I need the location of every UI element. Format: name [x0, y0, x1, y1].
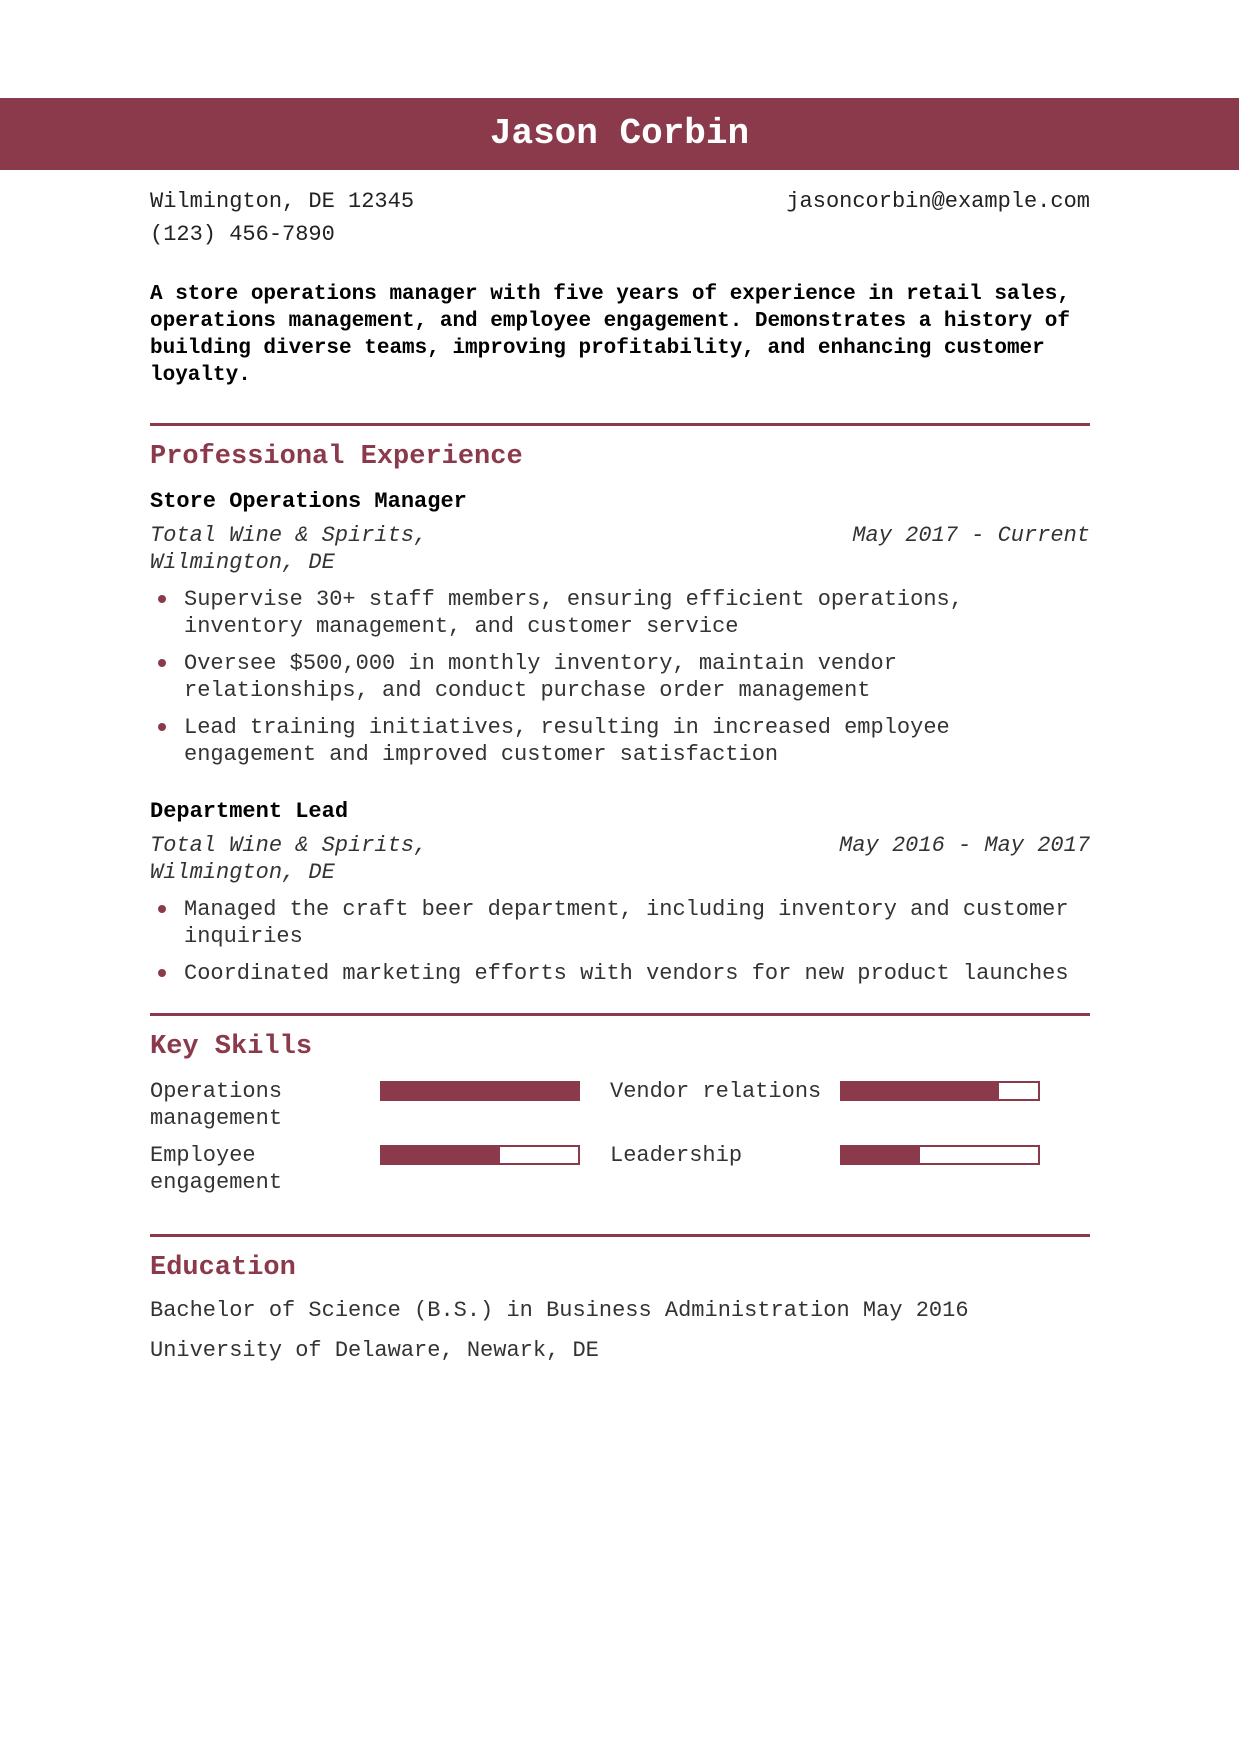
- skill-level-bar: [840, 1081, 1040, 1101]
- section-divider: [150, 423, 1090, 426]
- bullet-item: [150, 714, 1090, 768]
- skills-heading: Key Skills: [150, 1032, 313, 1062]
- education-heading: Education: [150, 1253, 296, 1283]
- professional-summary: A store operations manager with five years of experience in retail sales, operations management, and employee engagement. Demonstrates a history of building diverse teams, improving profitability, and enhancing customer loyalty.: [150, 283, 1070, 387]
- bullet-dot-icon: [158, 723, 166, 731]
- job-entry: [150, 488, 1090, 768]
- header-band: [0, 98, 1239, 170]
- contact-row-2: [150, 218, 1090, 251]
- bullet-dot-icon: [158, 905, 166, 913]
- job-bullets: [150, 896, 1090, 987]
- bullet-item: [150, 896, 1090, 950]
- experience-heading: Professional Experience: [150, 442, 523, 472]
- contact-phone[interactable]: (123) 456-7890: [150, 222, 335, 247]
- skill-name: Operations management: [150, 1079, 283, 1131]
- job-entry: [150, 798, 1090, 987]
- skills-grid: [150, 1078, 1090, 1196]
- job-bullets: [150, 586, 1090, 768]
- bullet-dot-icon: [158, 969, 166, 977]
- job-title: Department Lead: [150, 799, 349, 824]
- skill-item: [150, 1142, 610, 1196]
- section-divider: [150, 1234, 1090, 1237]
- skill-level-fill: [382, 1083, 578, 1099]
- contact-row-1: [150, 185, 1090, 218]
- skill-name: Vendor relations: [610, 1079, 822, 1104]
- job-meta: [150, 522, 1090, 576]
- education-school: University of Delaware, Newark, DE: [150, 1338, 599, 1363]
- section-divider: [150, 1013, 1090, 1016]
- job-dates: May 2017 - Current: [852, 523, 1090, 548]
- job-meta: [150, 832, 1090, 886]
- skill-level-bar: [840, 1145, 1040, 1165]
- skill-item: [610, 1078, 1090, 1132]
- job-title: Store Operations Manager: [150, 489, 467, 514]
- bullet-text: Lead training initiatives, resulting in increased employee engagement and improved customer satisfaction: [184, 715, 950, 767]
- skill-level-bar: [380, 1145, 580, 1165]
- contact-address: Wilmington, DE 12345: [150, 189, 415, 214]
- bullet-text: Coordinated marketing efforts with vendors for new product launches: [184, 961, 1069, 986]
- bullet-item: [150, 586, 1090, 640]
- resume-body: [150, 185, 1090, 1371]
- job-company: Total Wine & Spirits, Wilmington, DE: [150, 833, 428, 885]
- skill-level-fill: [382, 1147, 500, 1163]
- job-dates: May 2016 - May 2017: [839, 833, 1090, 858]
- job-company: Total Wine & Spirits, Wilmington, DE: [150, 523, 428, 575]
- education-degree: Bachelor of Science (B.S.) in Business Administration May 2016: [150, 1298, 969, 1323]
- skill-name: Employee engagement: [150, 1143, 283, 1195]
- bullet-item: [150, 960, 1090, 987]
- skill-level-fill: [842, 1083, 999, 1099]
- skill-item: [150, 1078, 610, 1132]
- bullet-text: Oversee $500,000 in monthly inventory, maintain vendor relationships, and conduct purchase order management: [184, 651, 897, 703]
- bullet-text: Managed the craft beer department, including inventory and customer inquiries: [184, 897, 1069, 949]
- bullet-item: [150, 650, 1090, 704]
- bullet-dot-icon: [158, 595, 166, 603]
- skill-level-fill: [842, 1147, 920, 1163]
- contact-email[interactable]: jasoncorbin@example.com: [786, 189, 1090, 214]
- skill-name: Leadership: [610, 1143, 743, 1168]
- candidate-name: Jason Corbin: [489, 113, 750, 154]
- skill-level-bar: [380, 1081, 580, 1101]
- skill-item: [610, 1142, 1090, 1196]
- bullet-dot-icon: [158, 659, 166, 667]
- bullet-text: Supervise 30+ staff members, ensuring efficient operations, inventory management, and customer service: [184, 587, 963, 639]
